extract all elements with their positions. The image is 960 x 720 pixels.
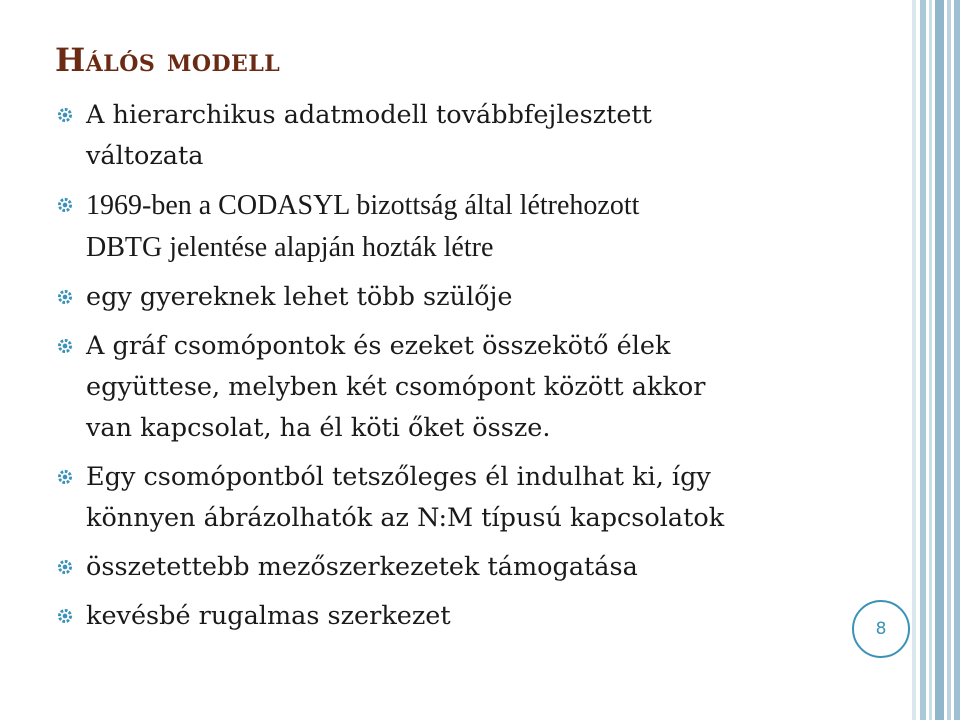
bullet-line: változata [86,141,204,171]
bullet-line: összetettebb mezőszerkezetek támogatása [86,552,638,582]
bullet-line: kevésbé rugalmas szerkezet [86,601,451,631]
bullet-line: egy gyereknek lehet több szülője [86,282,513,312]
gear-bullet-icon [56,288,74,306]
gear-bullet-icon [56,196,74,214]
bullet-item [52,596,907,637]
gear-bullet-icon [56,468,74,486]
bullet-line: 1969-ben a CODASYL bizottság által létrehozott [86,190,640,221]
decorative-stripes [912,0,960,720]
bullet-line: A gráf csomópontok és ezeket összekötő élek [86,331,671,361]
slide-title: Hálós modell [55,41,281,79]
bullet-line: könnyen ábrázolhatók az N:M típusú kapcsolatok [86,503,725,533]
bullet-line: DBTG jelentése alapján hozták létre [86,232,494,263]
page-number-badge: 8 [852,600,910,658]
bullet-item [52,95,907,177]
bullet-item [52,185,907,269]
bullet-line: együttese, melyben két csomópont között akkor [86,372,706,402]
bullet-item [52,547,907,588]
gear-bullet-icon [56,106,74,124]
bullet-line: van kapcsolat, ha él köti őket össze. [86,413,551,443]
bullet-line: Egy csomópontból tetszőleges él indulhat ki, így [86,462,711,492]
bullet-item [52,277,907,318]
bullet-list [52,95,907,637]
gear-bullet-icon [56,337,74,355]
bullet-item [52,326,907,449]
gear-bullet-icon [56,558,74,576]
bullet-item [52,457,907,539]
gear-bullet-icon [56,607,74,625]
bullet-line: A hierarchikus adatmodell továbbfejlesztett [86,100,652,130]
